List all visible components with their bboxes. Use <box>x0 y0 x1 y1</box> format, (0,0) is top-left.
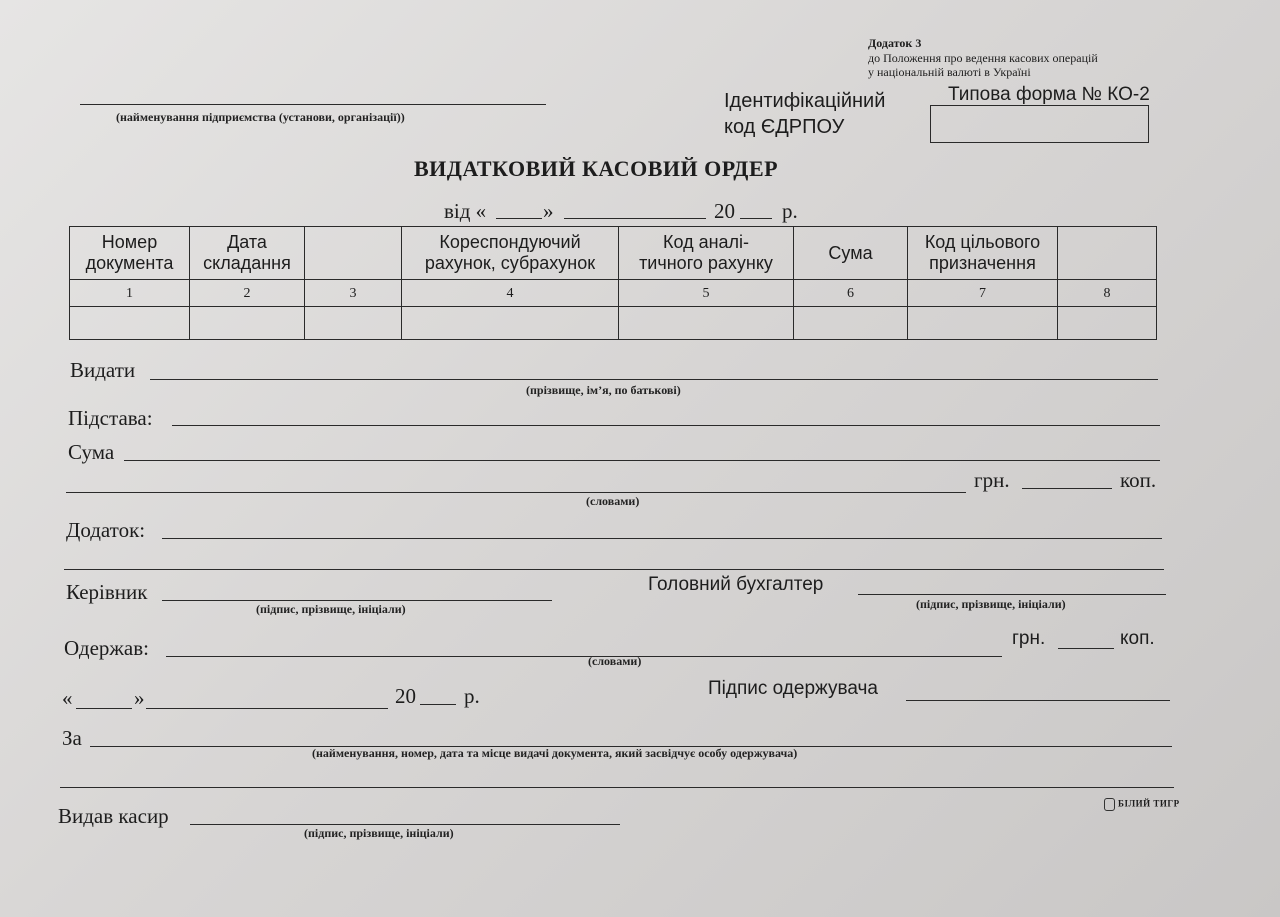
table-cell[interactable] <box>908 307 1058 340</box>
order-table <box>69 226 1157 340</box>
table-cell[interactable] <box>305 307 402 340</box>
tiger-icon <box>1104 798 1115 811</box>
header-cell: Код цільового призначення <box>908 227 1058 280</box>
table-number-row <box>70 280 1157 307</box>
receipt-day-line[interactable] <box>76 708 132 709</box>
pidpys-oderzhuvacha-line[interactable] <box>906 700 1170 701</box>
header-cell: Сума <box>794 227 908 280</box>
edrpou-label-line2: код ЄДРПОУ <box>724 116 845 138</box>
annex-line2: у національній валюті в Україні <box>868 65 1031 79</box>
vydav-kasyr-line[interactable] <box>190 824 620 825</box>
header-cell: Дата складання <box>190 227 305 280</box>
organization-hint: (найменування підприємства (установи, організації)) <box>116 110 405 124</box>
publisher-logo <box>1104 798 1180 811</box>
receipt-date-close: » <box>134 686 145 710</box>
receipt-year: 20 <box>395 684 416 708</box>
header-cell: Номер документа <box>70 227 190 280</box>
header-cell <box>1058 227 1157 280</box>
date-year: 20 <box>714 199 735 223</box>
oderzhav-line[interactable] <box>166 656 1002 657</box>
vydaty-label: Видати <box>70 358 136 382</box>
dodatok-line-2[interactable] <box>64 569 1164 570</box>
receipt-date-open: « <box>62 686 73 710</box>
vydav-kasyr-hint: (підпис, прізвище, ініціали) <box>304 826 454 840</box>
dodatok-label: Додаток: <box>66 518 146 542</box>
document-title: ВИДАТКОВИЙ КАСОВИЙ ОРДЕР <box>414 156 779 181</box>
form-type: Типова форма № КО-2 <box>948 84 1150 105</box>
suma-kop-line[interactable] <box>1022 488 1112 489</box>
za-line-2[interactable] <box>60 787 1174 788</box>
date-year-line[interactable] <box>740 218 772 219</box>
suma-kop-label: коп. <box>1120 468 1157 492</box>
table-row <box>70 307 1157 340</box>
receipt-month-line[interactable] <box>146 708 388 709</box>
dodatok-line-1[interactable] <box>162 538 1162 539</box>
buhhalter-sign-line[interactable] <box>858 594 1166 595</box>
edrpou-label-line1: Ідентифікаційний <box>724 90 886 112</box>
publisher-logo-text: БІЛИЙ ТИГР <box>1118 798 1180 809</box>
column-number: 1 <box>70 280 190 307</box>
column-number: 3 <box>305 280 402 307</box>
suma-line-1[interactable] <box>124 460 1160 461</box>
suma-grn-label: грн. <box>974 468 1010 492</box>
date-suffix: р. <box>782 199 798 223</box>
annex-title: Додаток 3 <box>868 36 922 50</box>
oderzhav-kop-label: коп. <box>1120 628 1155 649</box>
date-day-line[interactable] <box>496 218 542 219</box>
table-header-row <box>70 227 1157 280</box>
kerivnyk-label: Керівник <box>66 580 148 604</box>
oderzhav-grn-label: грн. <box>1012 628 1046 649</box>
kerivnyk-sign-line[interactable] <box>162 600 552 601</box>
pidstava-label: Підстава: <box>68 406 153 430</box>
table-cell[interactable] <box>794 307 908 340</box>
pidstava-line[interactable] <box>172 425 1160 426</box>
column-number: 4 <box>402 280 619 307</box>
organization-line[interactable] <box>80 104 546 105</box>
buhhalter-label: Головний бухгалтер <box>648 574 824 595</box>
receipt-year-line[interactable] <box>420 704 456 705</box>
za-hint: (найменування, номер, дата та місце видачі документа, який засвідчує особу одержувача) <box>312 746 798 760</box>
header-cell <box>305 227 402 280</box>
column-number: 5 <box>619 280 794 307</box>
column-number: 2 <box>190 280 305 307</box>
kerivnyk-hint: (підпис, прізвище, ініціали) <box>256 602 406 616</box>
suma-words-hint: (словами) <box>586 494 640 508</box>
oderzhav-label: Одержав: <box>64 636 149 660</box>
table-cell[interactable] <box>190 307 305 340</box>
header-cell: Код аналі- тичного рахунку <box>619 227 794 280</box>
suma-line-2[interactable] <box>66 492 966 493</box>
edrpou-code-box[interactable] <box>930 105 1149 143</box>
table-cell[interactable] <box>1058 307 1157 340</box>
table-cell[interactable] <box>70 307 190 340</box>
table-cell[interactable] <box>402 307 619 340</box>
vydav-kasyr-label: Видав касир <box>58 804 169 828</box>
buhhalter-hint: (підпис, прізвище, ініціали) <box>916 597 1066 611</box>
suma-label: Сума <box>68 440 115 464</box>
column-number: 8 <box>1058 280 1157 307</box>
date-mid: » <box>543 199 554 223</box>
header-cell: Кореспондуючий рахунок, субрахунок <box>402 227 619 280</box>
vydaty-line[interactable] <box>150 379 1158 380</box>
date-month-line[interactable] <box>564 218 706 219</box>
date-prefix: від « <box>444 199 487 223</box>
annex-line1: до Положення про ведення касових операцій <box>868 51 1098 65</box>
table-cell[interactable] <box>619 307 794 340</box>
column-number: 6 <box>794 280 908 307</box>
za-label: За <box>62 726 82 750</box>
column-number: 7 <box>908 280 1058 307</box>
receipt-r: р. <box>464 684 480 708</box>
pidpys-oderzhuvacha-label: Підпис одержувача <box>708 678 878 699</box>
oderzhav-kop-line[interactable] <box>1058 648 1114 649</box>
vydaty-hint: (прізвище, ім’я, по батькові) <box>526 383 681 397</box>
oderzhav-words-hint: (словами) <box>588 654 642 668</box>
